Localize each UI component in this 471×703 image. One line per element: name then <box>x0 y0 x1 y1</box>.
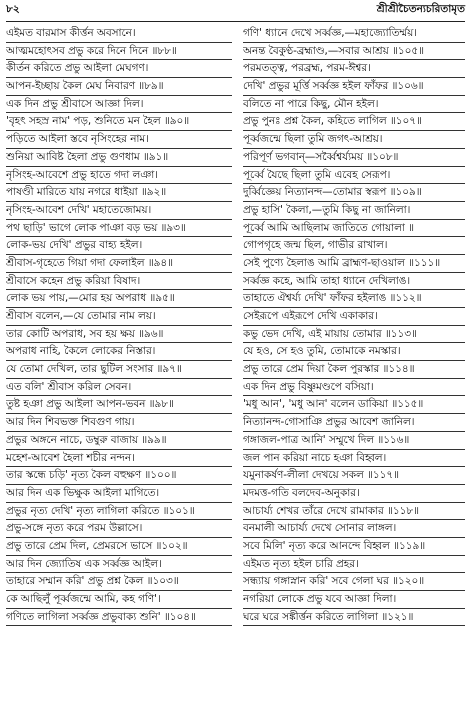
verse-line: সেই পুণ্যে হৈলাঙ আমি ব্রাহ্মণ-ছাওয়াল ॥১১১॥ <box>243 255 465 273</box>
verse-line: পথ ছাড়ি' ভাগে লোক পাঞা বড় ভয় ॥৯৩॥ <box>6 220 232 238</box>
verse-line: আর দিন এক ভিক্ষুক আইলা মাগিতে। <box>6 485 232 503</box>
verse-line: প্রভু হাসি' কৈলা,—তুমি কিছু না জানিলা। <box>243 202 465 220</box>
verse-line: প্রভু তারে প্রেম দিয়া কৈল পুরস্কার ॥১১৪॥ <box>243 361 465 379</box>
running-title: শ্রীশ্রীচৈতন্যচরিতামৃত <box>376 3 465 15</box>
verse-line: তার কোটি অপরাধ, সব হয় ক্ষয় ॥৯৬॥ <box>6 326 232 344</box>
verse-line: প্রভু তারে প্রেম দিল, প্রেমরসে ভাসে ॥১০২॥ <box>6 538 232 556</box>
verse-line: শ্রীবাস-গৃহেতে গিয়া গদা ফেলাইল ॥৯৪॥ <box>6 255 232 273</box>
verse-line: শ্রীবাস বলেন,—যে তোমার নাম লয়। <box>6 308 232 326</box>
text-columns <box>6 25 465 626</box>
verse-line: এক দিন প্রভু শ্রীবাসে আজ্ঞা দিল। <box>6 96 232 114</box>
page-header <box>6 3 465 19</box>
verse-line: যমুনাকর্ষণ-লীলা দেখয়ে সকল ॥১১৭॥ <box>243 467 465 485</box>
verse-line: দেখি' প্রভুর মূর্ত্তি সর্ব্বজ্ঞ হইল ফাঁফর ॥১০৬॥ <box>243 78 465 96</box>
verse-line: কীর্তন করিতে প্রভু আইলা মেঘগণ। <box>6 60 232 78</box>
verse-line: পরিপূর্ণ ভগবান্—সর্ব্বৈশ্বর্য্যময় ॥১০৮॥ <box>243 149 465 167</box>
verse-line: দুর্ব্বিজ্ঞেয় নিত্যানন্দ—তোমার স্বরূপ ॥১০৯॥ <box>243 184 465 202</box>
verse-line: সবে মিলি' নৃত্য করে আনন্দে বিহ্বল ॥১১৯॥ <box>243 538 465 556</box>
verse-line: লোক ভয় পায়,—মোর হয় অপরাধ ॥৯৫॥ <box>6 290 232 308</box>
verse-line: কভু ভেদ দেখি, এই মায়ায় তোমার ॥১১৩॥ <box>243 326 465 344</box>
verse-line: অনন্ত বৈকুণ্ঠ-ব্রহ্মাণ্ড,—সবার আশ্রয় ॥১০৫॥ <box>243 43 465 61</box>
verse-line: নিত্যানন্দ-গোসাঞি প্রভুর আবেশ জানিল। <box>243 414 465 432</box>
verse-line: 'মধু আন', 'মধু আন' বলেন ডাকিয়া ॥১১৫॥ <box>243 396 465 414</box>
verse-line: আপন-ইচ্ছায় কৈল মেঘ নিবারণ ॥৮৯॥ <box>6 78 232 96</box>
verse-line: 'বৃহৎ সহস্র নাম' পড়, শুনিতে মন হৈল ॥৯০॥ <box>6 113 232 131</box>
verse-line: আর দিন জ্যোতিষ এক সর্ব্বজ্ঞ আইল। <box>6 556 232 574</box>
verse-line: প্রভুর অঙ্গনে নাচে, ডম্বুরু বাজায় ॥৯৯॥ <box>6 432 232 450</box>
verse-line: প্রভুর নৃত্য দেখি' নৃত্য লাগিলা করিতে ॥১০১॥ <box>6 503 232 521</box>
verse-line: কে আছিলুঁ পূর্ব্বজন্মে আমি, কহ গণি'। <box>6 591 232 609</box>
verse-line: অপরাধ নাহি, কৈলে লোকের নিস্তার। <box>6 343 232 361</box>
verse-line: পূর্ব্বে আমি আছিলাম জাতিতে গোয়ালা ॥ <box>243 220 465 238</box>
verse-line: এইমত নৃত্য হইল চারি প্রহর। <box>243 556 465 574</box>
verse-line: তুষ্ট হঞা প্রভু আইলা আপন-ভবন ॥৯৮॥ <box>6 396 232 414</box>
page-number: ৮২ <box>6 3 20 15</box>
verse-line: গণিতে লাগিলা সর্ব্বজ্ঞ প্রভুবাক্য শুনি' ॥১০৪॥ <box>6 609 232 627</box>
verse-line: সন্ধ্যায় গঙ্গাস্নান করি' সবে গেলা ঘর ॥১২০॥ <box>243 573 465 591</box>
verse-line: মদমত্ত-গতি বলদেব-অনুকার। <box>243 485 465 503</box>
verse-line: যে হও, সে হও তুমি, তোমাকে নমস্কার। <box>243 343 465 361</box>
verse-line: প্রভু-সঙ্গে নৃত্য করে পরম উল্লাসে। <box>6 520 232 538</box>
right-column <box>243 25 465 626</box>
verse-line: গোপগৃহে জন্ম ছিল, গাভীর রাখাল। <box>243 237 465 255</box>
verse-line: শুনিয়া আবিষ্ট হৈলা প্রভু গুণধাম ॥৯১॥ <box>6 149 232 167</box>
verse-line: সর্ব্বজ্ঞ কহে, আমি তাহা ধ্যানে দেখিলাঙ। <box>243 273 465 291</box>
verse-line: যে তোমা দেখিল, তার ছুটিল সংসার ॥৯৭॥ <box>6 361 232 379</box>
verse-line: পরমতত্ত্ব, পরব্রহ্ম, পরম-ঈশ্বর। <box>243 60 465 78</box>
verse-line: গঙ্গাজল-পাত্র আনি' সম্মুখে দিল ॥১১৬॥ <box>243 432 465 450</box>
verse-line: বলিতে না পারে কিছু, মৌন হইল। <box>243 96 465 114</box>
verse-line: আত্মমহোৎসব প্রভু করে দিনে দিনে ॥৮৮॥ <box>6 43 232 61</box>
verse-line: আচার্য্য শেখর তাঁরে দেখে রামাকার ॥১১৮॥ <box>243 503 465 521</box>
verse-line: পাষণ্ডী মারিতে যায় নগরে ধাইয়া ॥৯২॥ <box>6 184 232 202</box>
verse-line: তাহাতে ঐশ্বর্য্য দেখি' ফাঁফর হইলাঙ ॥১১২॥ <box>243 290 465 308</box>
verse-line: আর দিন শিবভক্ত শিবগুণ গায়। <box>6 414 232 432</box>
verse-line: এত বলি' শ্রীবাস করিল সেবন। <box>6 379 232 397</box>
verse-line: গণি' ধ্যানে দেখে সর্ব্বজ্ঞ,—মহাজ্যোতির্ম্ময়। <box>243 25 465 43</box>
verse-line: এক দিন প্রভু বিষ্ণুমণ্ডপে বসিয়া। <box>243 379 465 397</box>
verse-line: সেইরূপে এইরূপে দেখি একাকার। <box>243 308 465 326</box>
verse-line: মহেশ-আবেশ হৈলা শচীর নন্দন। <box>6 450 232 468</box>
verse-line: নগরিয়া লোকে প্রভু যবে আজ্ঞা দিলা। <box>243 591 465 609</box>
verse-line: জল পান করিয়া নাচে হঞা বিহ্বল। <box>243 450 465 468</box>
verse-line: শ্রীবাসে কহেন প্রভু করিয়া বিষাদ। <box>6 273 232 291</box>
header-rule <box>6 21 465 22</box>
verse-line: তাহারে সম্মান করি' প্রভু প্রশ্ন কৈল ॥১০৩॥ <box>6 573 232 591</box>
verse-line: পূর্ব্বজন্মে ছিলা তুমি জগৎ-আশ্রয়। <box>243 131 465 149</box>
verse-line: লোক-ভয় দেখি' প্রভুর বাহ্য হইল। <box>6 237 232 255</box>
verse-line: পড়িতে আইলা স্তবে নৃসিংহের নাম। <box>6 131 232 149</box>
verse-line: ঘরে ঘরে সঙ্কীর্ত্তন করিতে লাগিলা ॥১২১॥ <box>243 609 465 627</box>
verse-line: নৃসিংহ-আবেশে প্রভু হাতে গদা লঞা। <box>6 167 232 185</box>
verse-line: তার স্কন্ধে চড়ি' নৃত্য কৈল বহুক্ষণ ॥১০০॥ <box>6 467 232 485</box>
verse-line: বনমালী আচার্য্য দেখে সোনার লাঙ্গল। <box>243 520 465 538</box>
verse-line: এইমত বারমাস কীর্ত্তন অবসানে। <box>6 25 232 43</box>
left-column <box>6 25 232 626</box>
verse-line: নৃসিংহ-আবেশ দেখি' মহাতেজোময়। <box>6 202 232 220</box>
verse-line: প্রভু পুনঃ প্রশ্ন কৈল, কহিতে লাগিল ॥১০৭॥ <box>243 113 465 131</box>
verse-line: পূর্ব্বে যৈছে ছিলা তুমি এবেহ সেরূপ। <box>243 167 465 185</box>
